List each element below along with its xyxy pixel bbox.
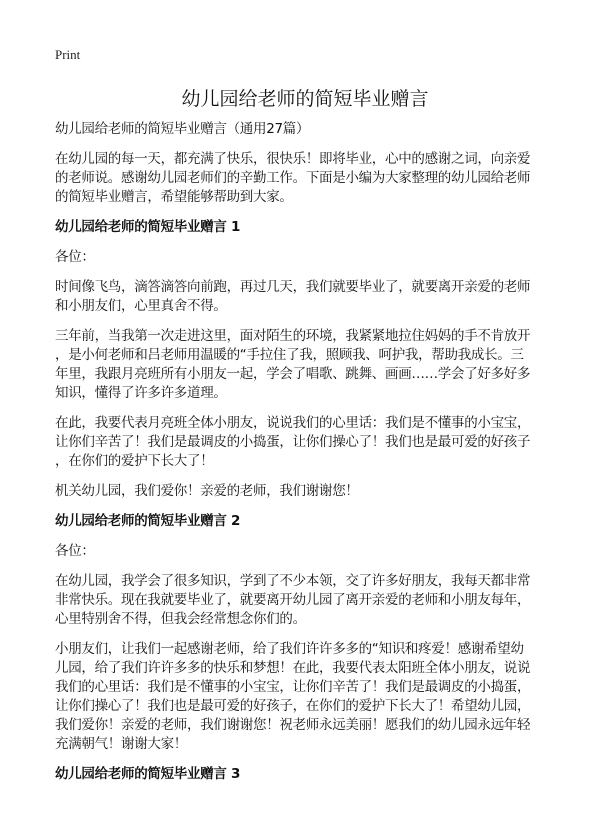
section-heading	[55, 218, 555, 237]
text-line: 幼儿园给老师的简短毕业赠言 1	[55, 219, 241, 235]
paragraph	[55, 278, 555, 316]
text-line: 幼儿园给老师的简短毕业赠言（通用27篇）	[55, 121, 310, 137]
paragraph	[55, 150, 555, 207]
section-heading	[55, 765, 555, 784]
page-title: 幼儿园给老师的简短毕业赠言	[181, 88, 429, 110]
paragraph	[55, 572, 555, 629]
text-line: 各位：	[55, 249, 95, 265]
text-line: 我们爱你！亲爱的老师，我们谢谢您！祝老师永远美丽！愿我们的幼儿园永远年轻	[55, 717, 531, 733]
text-line: ，在你们的爱护下长大了！	[55, 453, 214, 469]
text-line: 幼儿园给老师的简短毕业赠言 3	[55, 766, 241, 782]
text-line: 让你们操心了！我们也是最可爱的好孩子，在你们的爱护下长大了！希望幼儿园，	[55, 698, 531, 714]
text-line: 小朋友们，让我们一起感谢老师，给了我们许许多多的“知识和疼爱！感谢希望幼	[55, 641, 524, 657]
text-line: 机关幼儿园，我们爱你！亲爱的老师，我们谢谢您！	[55, 483, 359, 499]
paragraph	[55, 414, 555, 471]
print-link[interactable]: Print	[55, 47, 81, 62]
text-line: 年里，我跟月亮班所有小朋友一起，学会了唱歌、跳舞、画画……学会了好多好多	[55, 366, 531, 382]
text-line: 心里特别舍不得，但我会经常想念你们的。	[55, 611, 306, 627]
paragraph	[55, 542, 555, 561]
text-line: 非常快乐。现在我就要毕业了，就要离开幼儿园了离开亲爱的老师和小朋友每年，	[55, 592, 531, 608]
text-line: 我们的心里话：我们是不懂事的小宝宝，让你们辛苦了！我们是最调皮的小捣蛋，	[55, 679, 531, 695]
section-heading	[55, 512, 555, 531]
text-line: 三年前，当我第一次走进这里，面对陌生的环境，我紧紧地拉住妈妈的手不肯放开	[55, 328, 531, 344]
text-line: 和小朋友们，心里真舍不得。	[55, 298, 227, 314]
text-line: 知识，懂得了许多许多道理。	[55, 385, 227, 401]
paragraph	[55, 640, 555, 754]
paragraph	[55, 120, 555, 139]
text-line: 在幼儿园的每一天，都充满了快乐，很快乐！即将毕业，心中的感谢之词，向亲爱	[55, 151, 531, 167]
paragraph	[55, 327, 555, 403]
text-line: 各位：	[55, 543, 95, 559]
text-line: 的简短毕业赠言，希望能够帮助到大家。	[55, 189, 293, 205]
text-line: 充满朝气！谢谢大家！	[55, 736, 187, 752]
text-line: 的老师说。感谢幼儿园老师们的辛勤工作。下面是小编为大家整理的幼儿园给老师	[55, 170, 531, 186]
text-line: 时间像飞鸟，滴答滴答向前跑，再过几天，我们就要毕业了，就要离开亲爱的老师	[55, 279, 531, 295]
text-line: 让你们辛苦了！我们是最调皮的小捣蛋，让你们操心了！我们也是最可爱的好孩子	[55, 434, 531, 450]
text-line: 在此，我要代表月亮班全体小朋友，说说我们的心里话：我们是不懂事的小宝宝，	[55, 415, 531, 431]
paragraph	[55, 482, 555, 501]
document-body	[55, 120, 555, 784]
text-line: ，是小何老师和吕老师用温暖的“手拉住了我，照顾我、呵护我，帮助我成长。三	[55, 347, 524, 363]
text-line: 在幼儿园，我学会了很多知识，学到了不少本领，交了许多好朋友，我每天都非常	[55, 573, 531, 589]
paragraph	[55, 248, 555, 267]
text-line: 儿园，给了我们许许多多的快乐和梦想！在此，我要代表太阳班全体小朋友，说说	[55, 660, 531, 676]
text-line: 幼儿园给老师的简短毕业赠言 2	[55, 513, 241, 529]
document-page	[55, 46, 555, 795]
